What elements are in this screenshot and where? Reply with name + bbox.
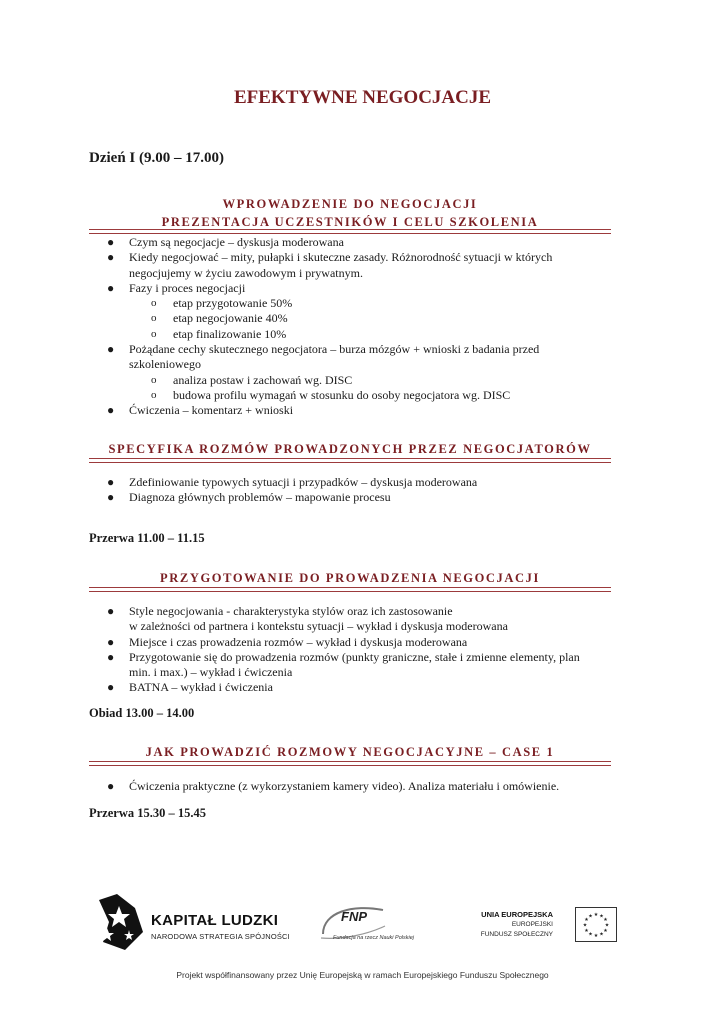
- list-item: ● Ćwiczenia – komentarz + wnioski: [107, 403, 294, 418]
- section-heading-case: [89, 743, 611, 761]
- document-title: EFEKTYWNE NEGOCJACJE: [233, 87, 492, 108]
- fnp-swoosh-icon: [313, 904, 433, 949]
- list-item: ● Style negocjowania - charakterystyka stylów oraz ich zastosowanie w zależności od partnera i kontekstu sytuacji – wykład i dyskusja moderowana: [107, 604, 508, 634]
- day-heading: Dzień I (9.00 – 17.00): [89, 150, 224, 166]
- section-divider: [89, 761, 611, 766]
- break-time: Przerwa 11.00 – 11.15: [89, 531, 205, 545]
- section-heading-line: JAK PROWADZIĆ ROZMOWY NEGOCJACYJNE – CASE 1: [145, 745, 555, 759]
- list-item: ● Przygotowanie się do prowadzenia rozmów (punkty graniczne, stałe i zmienne elementy, plan min. i max.) – wykład i ćwiczenia: [107, 649, 580, 680]
- sub-list-item: o analiza postaw i zachowań wg. DISC: [151, 372, 353, 387]
- eu-fund-line1: EUROPEJSKI: [511, 921, 553, 928]
- bullet-icon: ●: [107, 680, 115, 695]
- lunch-time: Obiad 13.00 – 14.00: [89, 706, 195, 720]
- bullet-icon: ●: [107, 403, 115, 418]
- fnp-name: FNP: [341, 909, 367, 924]
- sub-list-item: o etap przygotowanie 50%: [151, 296, 293, 311]
- section-heading-intro: [89, 195, 611, 231]
- section-heading-line: PRZYGOTOWANIE DO PROWADZENIA NEGOCJACJI: [160, 571, 540, 585]
- bullet-icon: ●: [107, 649, 115, 664]
- list-item: ● Fazy i proces negocjacji: [107, 280, 246, 295]
- svg-text:★: ★: [588, 913, 593, 920]
- bullet-icon: ●: [107, 342, 115, 357]
- sub-list-item: o budowa profilu wymagań w stosunku do osoby negocjatora wg. DISC: [151, 387, 511, 402]
- svg-text:★: ★: [603, 928, 608, 934]
- list-item: ● Zdefiniowanie typowych sytuacji i przypadków – dyskusja moderowana: [107, 475, 478, 489]
- section-divider: [89, 587, 611, 592]
- eu-logo: [457, 907, 617, 947]
- cofinancing-note: Projekt współfinansowany przez Unię Europejską w ramach Europejskiego Funduszu Społecznego: [176, 970, 549, 980]
- section-heading-line: SPECYFIKA ROZMÓW PROWADZONYCH PRZEZ NEGOCJATORÓW: [108, 442, 592, 456]
- list-item: ● Ćwiczenia praktyczne (z wykorzystaniem kamery video). Analiza materiału i omówienie.: [107, 779, 560, 793]
- bullet-icon: ●: [107, 634, 115, 649]
- list-item: ● Kiedy negocjować – mity, pułapki i skuteczne zasady. Różnorodność sytuacji w których negocjujemy w życiu zawodowym i prywatnym.: [107, 250, 553, 280]
- eu-name: UNIA EUROPEJSKA: [481, 910, 553, 919]
- circle-bullet-icon: o: [151, 297, 157, 310]
- section-divider: [89, 458, 611, 463]
- bullet-icon: ●: [107, 779, 115, 793]
- svg-text:★: ★: [599, 931, 604, 938]
- circle-bullet-icon: o: [151, 388, 157, 401]
- svg-text:★: ★: [584, 917, 589, 923]
- svg-text:★: ★: [604, 922, 610, 929]
- bullet-icon: ●: [107, 280, 115, 295]
- kapital-ludzki-subtitle: NARODOWA STRATEGIA SPÓJNOŚCI: [151, 932, 290, 941]
- kapital-ludzki-logo: [95, 892, 295, 952]
- kapital-ludzki-name: KAPITAŁ LUDZKI: [151, 912, 279, 929]
- list-item: ● Czym są negocjacje – dyskusja moderowana: [107, 235, 344, 249]
- bullet-icon: ●: [107, 475, 115, 489]
- list-item: ● BATNA – wykład i ćwiczenia: [107, 680, 273, 695]
- svg-text:★: ★: [603, 917, 608, 923]
- svg-text:★: ★: [599, 913, 604, 920]
- svg-text:★: ★: [593, 933, 599, 939]
- section-heading-line: WPROWADZENIE DO NEGOCJACJI: [222, 197, 478, 211]
- svg-text:★: ★: [593, 912, 599, 918]
- eu-flag-icon: [575, 907, 617, 942]
- fnp-subtitle: Fundacja na rzecz Nauki Polskiej: [333, 935, 415, 941]
- bullet-icon: ●: [107, 250, 115, 265]
- list-item: ● Miejsce i czas prowadzenia rozmów – wykład i dyskusja moderowana: [107, 634, 468, 649]
- section-list-preparation: [89, 604, 629, 696]
- circle-bullet-icon: o: [151, 312, 157, 325]
- svg-text:★: ★: [588, 931, 593, 938]
- circle-bullet-icon: o: [151, 327, 157, 340]
- svg-text:★: ★: [584, 928, 589, 934]
- sub-list-item: o etap negocjowanie 40%: [151, 311, 288, 326]
- bullet-icon: ●: [107, 490, 115, 505]
- section-heading-preparation: [89, 569, 611, 587]
- section-divider: [89, 229, 611, 234]
- fnp-logo: [313, 904, 433, 949]
- section-heading-specifics: [89, 440, 611, 458]
- circle-bullet-icon: o: [151, 373, 157, 386]
- bullet-icon: ●: [107, 604, 115, 618]
- bullet-icon: ●: [107, 235, 115, 249]
- svg-text:★: ★: [582, 922, 588, 929]
- break-time: Przerwa 15.30 – 15.45: [89, 806, 206, 820]
- list-item: ● Diagnoza głównych problemów – mapowanie procesu: [107, 490, 391, 505]
- footer-logos: [95, 892, 615, 952]
- section-heading-line: PREZENTACJA UCZESTNIKÓW I CELU SZKOLENIA: [161, 215, 539, 229]
- eu-fund-line2: FUNDUSZ SPOŁECZNY: [480, 931, 553, 938]
- kapital-ludzki-emblem-icon: [95, 892, 147, 952]
- sub-list-item: o etap finalizowanie 10%: [151, 326, 287, 341]
- section-list-intro: [89, 235, 629, 419]
- list-item: ● Pożądane cechy skutecznego negocjatora – burza mózgów + wnioski z badania przed szkoleniowego: [107, 342, 540, 372]
- section-list-specifics: [89, 475, 629, 506]
- section-list-case: [89, 779, 629, 794]
